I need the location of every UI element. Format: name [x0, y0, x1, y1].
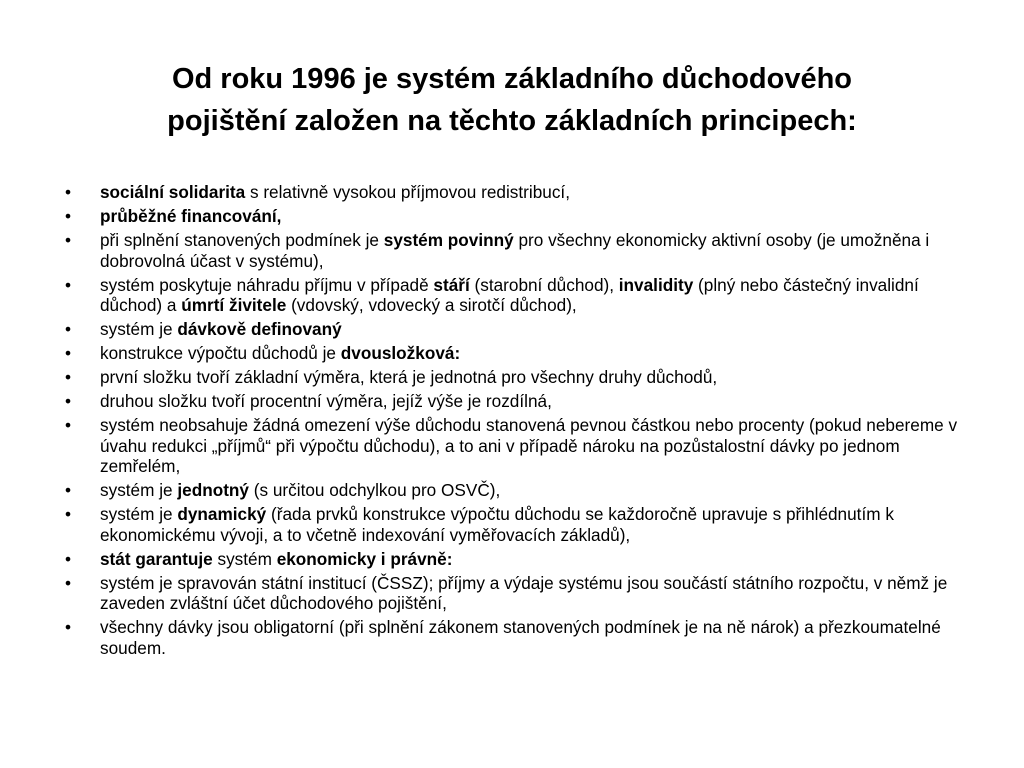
bullet-text: (s určitou odchylkou pro OSVČ), — [249, 480, 501, 501]
bullet-point-icon: • — [64, 391, 72, 412]
bullet-emphasis: systém povinný — [383, 229, 514, 250]
bullet-emphasis: invalidity — [618, 274, 694, 295]
bullet-item — [58, 275, 978, 316]
bullet-emphasis: stáří — [433, 274, 470, 295]
bullet-emphasis: úmrtí živitele — [181, 295, 287, 316]
bullet-item — [58, 480, 978, 501]
bullet-item — [58, 617, 978, 658]
bullet-text: (plný nebo částečný invalidní důchod) a — [100, 274, 919, 316]
bullet-item — [58, 504, 978, 545]
bullet-point-icon: • — [64, 182, 72, 202]
bullet-text: systém neobsahuje žádná omezení výše důchodu stanovená pevnou částkou nebo procenty (pokud nebereme v úvahu redukci „příjmů“ při výpočtu důchodu), a to ani v případě nároku na pozůstalostní dávky po jednom zemřelém, — [100, 415, 958, 477]
bullet-point-icon: • — [64, 548, 72, 569]
bullet-text: systém je — [100, 504, 178, 525]
bullet-text: konstrukce výpočtu důchodů je — [100, 343, 341, 364]
bullet-text: systém — [212, 548, 277, 569]
bullet-emphasis: průběžné financování, — [100, 205, 282, 226]
bullet-point-icon: • — [64, 343, 72, 364]
bullet-text: první složku tvoří základní výměra, která je jednotná pro všechny druhy důchodů, — [100, 367, 718, 388]
bullet-item — [58, 573, 978, 614]
bullet-item — [58, 415, 978, 477]
bullet-text: pro všechny ekonomicky aktivní osoby (je umožněna i dobrovolná účast v systému), — [100, 229, 930, 271]
bullet-text: (řada prvků konstrukce výpočtu důchodu se každoročně upravuje s přihlédnutím k ekonomickému vývoji, a to včetně indexování vyměřovacích základů), — [100, 504, 894, 545]
bullet-text: systém je spravován státní institucí (ČSSZ); příjmy a výdaje systému jsou součástí státního rozpočtu, v němž je zaveden zvláštní účet důchodového pojištění, — [100, 572, 948, 614]
bullet-item — [58, 549, 978, 570]
bullet-item — [58, 230, 978, 271]
slide-title — [40, 58, 984, 142]
bullet-emphasis: dynamický — [177, 504, 267, 525]
bullet-text: při splnění stanovených podmínek je — [100, 229, 384, 250]
bullet-item — [58, 367, 978, 388]
bullet-point-icon: • — [64, 617, 72, 638]
bullet-point-icon: • — [64, 480, 72, 501]
bullet-text: systém poskytuje náhradu příjmu v případě — [100, 274, 434, 295]
bullet-emphasis: sociální solidarita — [100, 182, 246, 202]
bullet-text: s relativně vysokou příjmovou redistribucí, — [245, 182, 570, 202]
bullet-emphasis: jednotný — [177, 480, 249, 501]
bullet-item — [58, 391, 978, 412]
bullet-emphasis: ekonomicky i právně: — [276, 548, 453, 569]
bullet-point-icon: • — [64, 415, 72, 436]
bullet-point-icon: • — [64, 229, 72, 250]
bullet-point-icon: • — [64, 274, 72, 295]
bullet-text: (starobní důchod), — [469, 274, 619, 295]
bullet-text: (vdovský, vdovecký a sirotčí důchod), — [286, 295, 577, 316]
bullet-text: systém je — [100, 480, 178, 501]
bullet-list — [58, 182, 978, 662]
bullet-emphasis: dávkově definovaný — [177, 319, 342, 340]
bullet-point-icon: • — [64, 504, 72, 525]
bullet-item — [58, 206, 978, 227]
bullet-emphasis: stát garantuje — [100, 548, 213, 569]
slide-title-line-2: pojištění založen na těchto základních principech: — [167, 105, 857, 137]
bullet-emphasis: dvousložková: — [340, 343, 461, 364]
bullet-point-icon: • — [64, 367, 72, 388]
bullet-text: druhou složku tvoří procentní výměra, jejíž výše je rozdílná, — [100, 391, 552, 412]
bullet-item — [58, 319, 978, 340]
bullet-text: systém je — [100, 319, 178, 340]
bullet-item — [58, 343, 978, 364]
bullet-point-icon: • — [64, 572, 72, 593]
bullet-point-icon: • — [64, 205, 72, 226]
slide-title-line-1: Od roku 1996 je systém základního důchodového — [171, 63, 853, 95]
bullet-item — [58, 182, 978, 203]
bullet-point-icon: • — [64, 319, 72, 340]
bullet-text: všechny dávky jsou obligatorní (při splnění zákonem stanovených podmínek je na ně nárok) a přezkoumatelné soudem. — [100, 617, 941, 658]
